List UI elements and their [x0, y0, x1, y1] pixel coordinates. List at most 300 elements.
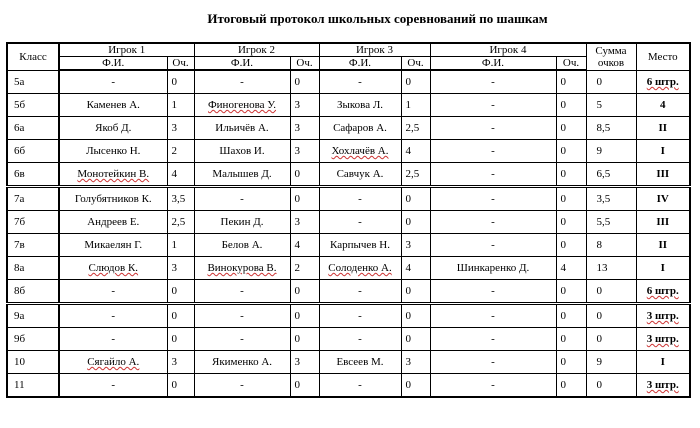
sum-cell	[586, 304, 636, 328]
player1-name	[59, 257, 167, 280]
sum-cell	[586, 187, 636, 211]
player2-score-text: 3	[294, 145, 300, 157]
player2-name-text: Якименко А.	[211, 356, 273, 368]
player4-name-text: -	[491, 168, 495, 180]
player3-name-text: Хохлачёв А.	[331, 145, 389, 157]
player4-name-text: -	[491, 379, 495, 391]
player1-score	[167, 70, 194, 94]
sum-cell	[586, 351, 636, 374]
player3-score	[401, 234, 430, 257]
player3-name	[319, 211, 401, 234]
player2-score	[290, 163, 319, 187]
player2-name-text: Пекин Д.	[220, 216, 264, 228]
player3-score	[401, 328, 430, 351]
player1-name	[59, 234, 167, 257]
player3-name-text: Сафаров А.	[333, 122, 387, 134]
player2-score-text: 0	[294, 333, 300, 345]
table-row	[7, 70, 690, 94]
player4-score	[556, 187, 586, 211]
player3-score-text: 4	[405, 145, 411, 157]
player1-name-text: Сягайло А.	[87, 356, 140, 368]
player2-name-text: -	[240, 379, 244, 391]
player1-score-text: 1	[171, 239, 177, 251]
header-place: Место	[636, 43, 690, 70]
sum-cell-text: 0	[596, 75, 602, 88]
player3-score	[401, 140, 430, 163]
player1-name	[59, 94, 167, 117]
player1-score-text: 4	[171, 168, 177, 180]
sum-cell-text: 0	[596, 379, 602, 391]
player2-name-text: -	[240, 310, 244, 322]
player2-score-text: 0	[294, 193, 300, 205]
player3-name	[319, 328, 401, 351]
player1-name	[59, 328, 167, 351]
sum-cell-text: 5,5	[596, 216, 611, 228]
player4-name	[430, 374, 556, 398]
place-cell-text: 4	[660, 99, 666, 111]
player2-name	[194, 304, 290, 328]
place-cell-text: II	[658, 239, 668, 251]
class-cell	[7, 304, 59, 328]
player1-score	[167, 328, 194, 351]
player3-name-text: Карпычев Н.	[330, 239, 390, 251]
player3-name-text: Евсеев М.	[336, 356, 384, 368]
player4-score	[556, 140, 586, 163]
sum-cell-text: 13	[596, 262, 608, 274]
player4-score	[556, 70, 586, 94]
player2-name-text: -	[240, 76, 244, 88]
class-cell-text: 8а	[14, 262, 25, 274]
subheader-fio: Ф.И.	[194, 57, 290, 71]
player1-score	[167, 304, 194, 328]
player3-name	[319, 94, 401, 117]
sum-cell-text: 0	[596, 285, 602, 297]
player4-score-text: 0	[560, 99, 566, 111]
player1-score	[167, 117, 194, 140]
place-cell	[636, 163, 690, 187]
table-row	[7, 257, 690, 280]
player2-name-text: Малышев Д.	[212, 168, 272, 180]
player3-name	[319, 234, 401, 257]
player1-score-text: 0	[171, 310, 177, 322]
class-cell	[7, 280, 59, 304]
class-cell	[7, 211, 59, 234]
player3-name-text: -	[358, 193, 362, 205]
player3-name-text: Зыкова Л.	[336, 99, 384, 111]
player2-score-text: 0	[294, 168, 300, 180]
player3-name	[319, 280, 401, 304]
player4-name-text: -	[491, 193, 495, 205]
player2-name	[194, 234, 290, 257]
player1-name	[59, 374, 167, 398]
player3-score-text: 3	[405, 239, 411, 251]
table-row	[7, 351, 690, 374]
player4-score-text: 4	[560, 262, 566, 274]
sum-cell	[586, 374, 636, 398]
player2-name	[194, 211, 290, 234]
table-row	[7, 280, 690, 304]
player1-name-text: Каменев А.	[86, 99, 140, 111]
player2-name-text: Финогенова У.	[207, 99, 277, 111]
player2-score	[290, 374, 319, 398]
place-cell	[636, 304, 690, 328]
player2-score	[290, 211, 319, 234]
class-cell	[7, 328, 59, 351]
player4-score-text: 0	[560, 333, 566, 345]
player2-name	[194, 163, 290, 187]
player3-name	[319, 140, 401, 163]
class-cell-text: 7б	[14, 216, 26, 228]
header-player2: Игрок 2	[194, 43, 319, 57]
subheader-fio: Ф.И.	[319, 57, 401, 71]
class-cell-text: 11	[14, 379, 25, 391]
player4-score-text: 0	[560, 310, 566, 322]
player2-score	[290, 328, 319, 351]
player1-name	[59, 70, 167, 94]
player1-score-text: 0	[171, 379, 177, 391]
table-row	[7, 163, 690, 187]
player4-score	[556, 163, 586, 187]
player3-score	[401, 351, 430, 374]
player2-score	[290, 94, 319, 117]
place-cell-text: III	[656, 216, 670, 228]
player2-name	[194, 257, 290, 280]
player4-name-text: -	[491, 99, 495, 111]
player4-name	[430, 351, 556, 374]
place-cell	[636, 280, 690, 304]
player4-name	[430, 163, 556, 187]
sum-cell	[586, 211, 636, 234]
player4-score	[556, 304, 586, 328]
sum-cell-text: 0	[596, 333, 602, 345]
sum-cell	[586, 140, 636, 163]
header-row	[7, 43, 690, 57]
player1-score-text: 0	[171, 285, 177, 297]
table-row	[7, 187, 690, 211]
subheader-score: Оч.	[167, 57, 194, 71]
class-cell	[7, 374, 59, 398]
place-cell-text: II	[658, 122, 668, 134]
player4-name	[430, 304, 556, 328]
player3-score	[401, 94, 430, 117]
player4-name	[430, 140, 556, 163]
player4-name	[430, 211, 556, 234]
player4-score-text: 0	[560, 193, 566, 205]
player1-name	[59, 351, 167, 374]
player3-name-text: -	[358, 76, 362, 88]
player4-name-text: Шинкаренко Д.	[456, 262, 530, 274]
subheader-score: Оч.	[556, 57, 586, 71]
player3-name-text: -	[358, 333, 362, 345]
player4-score-text: 0	[560, 168, 566, 180]
player1-score	[167, 211, 194, 234]
player1-name	[59, 211, 167, 234]
player2-score-text: 2	[294, 262, 300, 274]
player3-score-text: 0	[405, 310, 411, 322]
player1-score	[167, 94, 194, 117]
place-cell-text: IV	[656, 193, 669, 205]
subheader-score: Оч.	[290, 57, 319, 71]
table-row	[7, 211, 690, 234]
class-cell	[7, 187, 59, 211]
player1-score	[167, 351, 194, 374]
player4-score-text: 0	[560, 122, 566, 134]
sum-cell-text: 8	[596, 239, 602, 251]
player2-score	[290, 304, 319, 328]
place-cell-text: 3 штр.	[646, 310, 679, 322]
place-cell-text: 3 штр.	[646, 333, 679, 345]
player4-score-text: 0	[560, 239, 566, 251]
player4-name-text: -	[491, 310, 495, 322]
class-cell-text: 6б	[14, 145, 26, 157]
place-cell	[636, 94, 690, 117]
player1-score	[167, 140, 194, 163]
player2-score	[290, 280, 319, 304]
sum-cell-text: 9	[596, 145, 602, 157]
subheader-fio: Ф.И.	[430, 57, 556, 71]
player1-score	[167, 280, 194, 304]
player4-score-text: 0	[560, 379, 566, 391]
sum-cell-text: 0	[596, 310, 602, 322]
player2-name	[194, 70, 290, 94]
player3-score-text: 2,5	[405, 168, 420, 180]
player1-score	[167, 257, 194, 280]
class-cell	[7, 70, 59, 94]
player4-score	[556, 280, 586, 304]
player4-name-text: -	[491, 356, 495, 368]
player4-score-text: 0	[560, 356, 566, 368]
results-table	[6, 42, 691, 398]
sum-cell-text: 6,5	[596, 168, 611, 180]
class-cell-text: 6а	[14, 122, 25, 134]
class-cell	[7, 257, 59, 280]
player4-score	[556, 94, 586, 117]
player3-score-text: 1	[405, 99, 411, 111]
sum-cell	[586, 234, 636, 257]
player4-name-text: -	[491, 333, 495, 345]
header-class: Класс	[7, 43, 59, 70]
player2-score-text: 3	[294, 122, 300, 134]
place-cell-text: 6 штр.	[646, 75, 679, 88]
place-cell	[636, 140, 690, 163]
player1-score-text: 1	[171, 99, 177, 111]
player1-score-text: 3	[171, 122, 177, 134]
player4-score-text: 0	[560, 145, 566, 157]
player2-name	[194, 280, 290, 304]
page-title: Итоговый протокол школьных соревнований по шашкам	[207, 11, 548, 26]
place-cell	[636, 257, 690, 280]
player3-name-text: -	[358, 285, 362, 297]
player1-score-text: 0	[171, 333, 177, 345]
class-cell-text: 10	[14, 356, 25, 368]
player4-score	[556, 234, 586, 257]
player3-name	[319, 117, 401, 140]
sum-cell	[586, 328, 636, 351]
player4-name	[430, 328, 556, 351]
place-cell-text: I	[660, 356, 665, 368]
player1-name-text: -	[111, 379, 116, 391]
player3-name	[319, 374, 401, 398]
player2-name-text: Белов А.	[221, 239, 263, 251]
player1-score-text: 3	[171, 262, 177, 274]
player1-score-text: 2,5	[171, 216, 186, 228]
player1-score	[167, 374, 194, 398]
player4-name	[430, 117, 556, 140]
player2-score	[290, 187, 319, 211]
player4-score-text: 0	[560, 285, 566, 297]
player2-name	[194, 328, 290, 351]
player3-score	[401, 187, 430, 211]
place-cell	[636, 70, 690, 94]
player2-score-text: 0	[294, 76, 300, 88]
player2-name	[194, 140, 290, 163]
player1-name-text: -	[111, 285, 116, 297]
table-row	[7, 304, 690, 328]
player2-score	[290, 117, 319, 140]
place-cell-text: 3 штр.	[646, 379, 679, 391]
player3-score	[401, 117, 430, 140]
place-cell	[636, 328, 690, 351]
class-cell	[7, 163, 59, 187]
player3-score-text: 0	[405, 379, 411, 391]
player2-name	[194, 117, 290, 140]
player4-score	[556, 117, 586, 140]
player1-name	[59, 163, 167, 187]
player1-name-text: -	[111, 76, 116, 88]
player2-name-text: -	[240, 285, 244, 297]
player3-name	[319, 351, 401, 374]
player3-name	[319, 187, 401, 211]
class-cell-text: 5б	[14, 99, 26, 111]
player4-name	[430, 94, 556, 117]
player1-score	[167, 234, 194, 257]
sum-cell	[586, 257, 636, 280]
place-cell-text: 6 штр.	[646, 285, 679, 297]
place-cell	[636, 234, 690, 257]
player1-name-text: -	[111, 310, 116, 322]
player1-name	[59, 117, 167, 140]
class-cell	[7, 140, 59, 163]
header-sum: Сумма очков	[586, 43, 636, 70]
player2-score	[290, 234, 319, 257]
player1-name-text: Слюдов К.	[88, 262, 139, 274]
sum-cell-text: 9	[596, 356, 602, 368]
class-cell	[7, 117, 59, 140]
subheader-score: Оч.	[401, 57, 430, 71]
player3-score-text: 2,5	[405, 122, 420, 134]
player1-name	[59, 304, 167, 328]
player1-name-text: Андреев Е.	[87, 216, 140, 228]
table-row	[7, 117, 690, 140]
player3-score-text: 0	[405, 76, 411, 88]
player4-score	[556, 374, 586, 398]
class-cell-text: 5а	[14, 75, 25, 88]
place-cell	[636, 374, 690, 398]
player2-name	[194, 187, 290, 211]
player1-score-text: 3	[171, 356, 177, 368]
player1-name	[59, 280, 167, 304]
sum-cell	[586, 70, 636, 94]
table-row	[7, 94, 690, 117]
player3-name-text: -	[358, 310, 362, 322]
sum-cell-text: 5	[596, 99, 602, 111]
class-cell-text: 7в	[14, 239, 25, 251]
sum-cell	[586, 280, 636, 304]
player3-name-text: -	[358, 216, 362, 228]
player2-score-text: 0	[294, 379, 300, 391]
player4-score-text: 0	[560, 216, 566, 228]
player1-score-text: 3,5	[171, 193, 186, 205]
player1-score	[167, 187, 194, 211]
player3-score	[401, 304, 430, 328]
sum-cell-text: 8,5	[596, 122, 611, 134]
player3-score	[401, 163, 430, 187]
player2-name-text: -	[240, 333, 244, 345]
player2-score	[290, 140, 319, 163]
header-player1: Игрок 1	[59, 43, 194, 57]
player3-score	[401, 374, 430, 398]
player1-name-text: Якоб Д.	[95, 122, 132, 134]
player2-name-text: Шахов И.	[219, 145, 265, 157]
player1-name-text: Монотейкин В.	[77, 168, 150, 180]
header-player3: Игрок 3	[319, 43, 430, 57]
table-row	[7, 328, 690, 351]
player4-name	[430, 70, 556, 94]
class-cell	[7, 234, 59, 257]
player4-name-text: -	[491, 216, 495, 228]
player4-name-text: -	[491, 76, 495, 88]
player2-name-text: Винокурова В.	[207, 262, 277, 274]
player3-score-text: 3	[405, 356, 411, 368]
player3-score	[401, 280, 430, 304]
place-cell	[636, 187, 690, 211]
sum-cell	[586, 94, 636, 117]
player2-name-text: -	[240, 193, 244, 205]
player2-score	[290, 70, 319, 94]
player2-score-text: 3	[294, 99, 300, 111]
player4-score	[556, 351, 586, 374]
table-row	[7, 374, 690, 398]
class-cell-text: 9б	[14, 333, 26, 345]
player3-score-text: 0	[405, 333, 411, 345]
table-row	[7, 140, 690, 163]
sum-cell	[586, 117, 636, 140]
player3-name-text: Савчук А.	[336, 168, 384, 180]
sum-cell	[586, 163, 636, 187]
player3-score	[401, 257, 430, 280]
player2-score	[290, 257, 319, 280]
player3-score-text: 0	[405, 216, 411, 228]
player2-name	[194, 374, 290, 398]
player4-name-text: -	[491, 122, 495, 134]
player4-score	[556, 328, 586, 351]
class-cell	[7, 351, 59, 374]
player4-name-text: -	[491, 145, 495, 157]
place-cell	[636, 117, 690, 140]
player2-score-text: 0	[294, 310, 300, 322]
player2-score-text: 3	[294, 216, 300, 228]
header-player4: Игрок 4	[430, 43, 586, 57]
player4-name	[430, 257, 556, 280]
player2-score	[290, 351, 319, 374]
player2-score-text: 0	[294, 285, 300, 297]
place-cell-text: III	[656, 168, 670, 180]
place-cell	[636, 351, 690, 374]
class-cell-text: 9а	[14, 310, 25, 322]
player1-name-text: Лысенко Н.	[86, 145, 141, 157]
player4-name	[430, 234, 556, 257]
player1-name	[59, 140, 167, 163]
